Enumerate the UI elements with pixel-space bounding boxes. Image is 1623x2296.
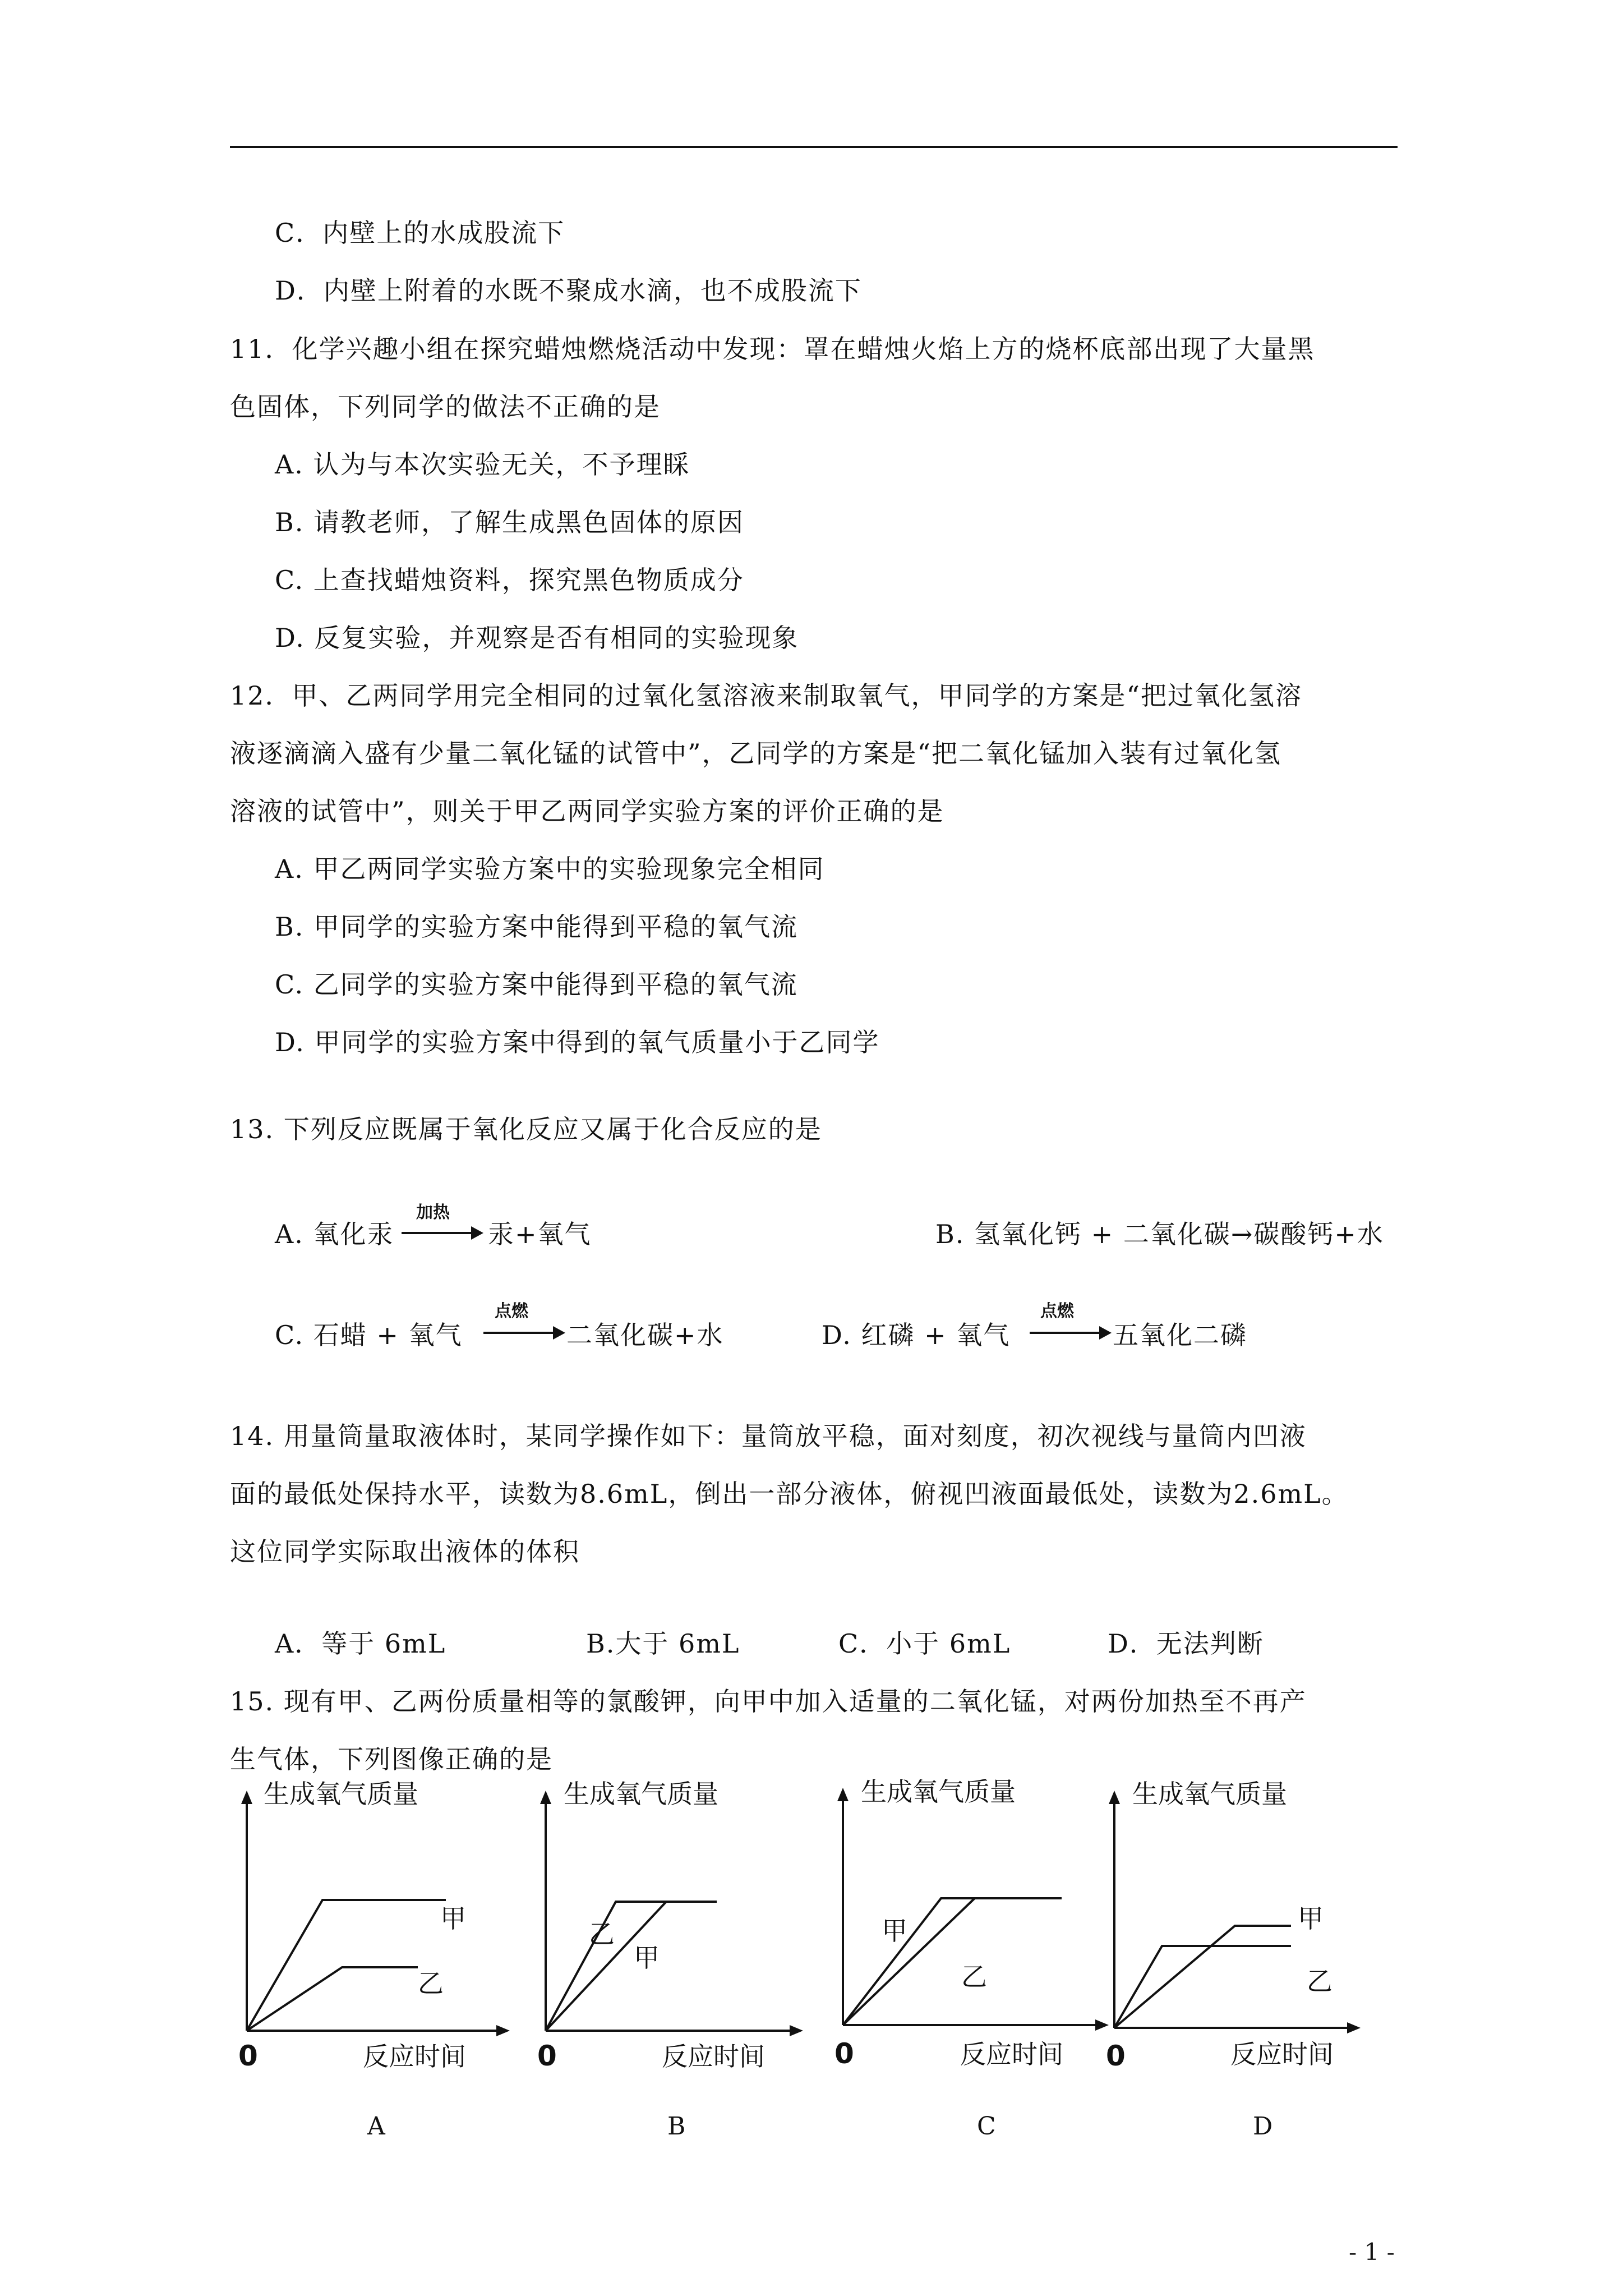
- q11-stem-line2: 色固体，下列同学的做法不正确的是: [230, 392, 661, 422]
- q13-option-c-product: 二氧化碳+水: [566, 1320, 724, 1350]
- q12-stem-line2: 液逐滴滴入盛有少量二氧化锰的试管中”，乙同学的方案是“把二氧化锰加入装有过氧化氢: [230, 738, 1282, 769]
- graph-c-yi-label: 乙: [961, 1962, 987, 1992]
- q11-option-a: A. 认为与本次实验无关，不予理睬: [275, 449, 690, 480]
- q12-stem-line3: 溶液的试管中”，则关于甲乙两同学实验方案的评价正确的是: [230, 796, 944, 826]
- q14-stem-line3: 这位同学实际取出液体的体积: [230, 1536, 580, 1567]
- q13-stem: 13. 下列反应既属于氧化反应又属于化合反应的是: [230, 1114, 822, 1144]
- q12-option-c: C. 乙同学的实验方案中能得到平稳的氧气流: [275, 969, 798, 1000]
- graph-c-jia-label: 甲: [882, 1916, 907, 1946]
- q10-option-c: C．内壁上的水成股流下: [275, 218, 565, 248]
- q13-option-a-arrow: [402, 1232, 480, 1234]
- q13-option-c-arrow: [483, 1332, 562, 1334]
- graph-a-ylabel: 生成氧气质量: [264, 1779, 418, 1809]
- graph-a-yi-label: 乙: [418, 1968, 444, 1999]
- graph-c: [834, 1767, 1126, 2171]
- graph-b-jia-label: 甲: [634, 1943, 660, 1973]
- q11-stem-line1: 11．化学兴趣小组在探究蜡烛燃烧活动中发现：罩在蜡烛火焰上方的烧杯底部出现了大量黑: [230, 334, 1315, 364]
- graph-c-xlabel: 反应时间: [960, 2039, 1063, 2069]
- graph-c-origin: 0: [834, 2037, 854, 2070]
- q13-option-c-reactant: C. 石蜡 + 氧气: [275, 1320, 463, 1350]
- header-rule: [230, 146, 1398, 148]
- q13-option-a-reactant: A. 氧化汞: [275, 1219, 394, 1249]
- q11-option-b: B. 请教老师，了解生成黑色固体的原因: [275, 507, 745, 537]
- curve-yi: [843, 1898, 975, 2025]
- q11-option-d: D. 反复实验，并观察是否有相同的实验现象: [275, 623, 799, 653]
- q14-option-a: A．等于 6mL: [275, 1628, 446, 1659]
- graph-d-caption: D: [1253, 2112, 1273, 2141]
- q14-option-b: B.大于 6mL: [586, 1628, 740, 1659]
- graph-a: [238, 1767, 519, 2171]
- q14-option-d: D．无法判断: [1108, 1628, 1264, 1659]
- curve-yi: [247, 1967, 418, 2031]
- graph-a-origin: 0: [238, 2040, 258, 2072]
- graph-c-ylabel: 生成氧气质量: [861, 1777, 1016, 1807]
- graph-d-origin: 0: [1106, 2040, 1126, 2072]
- q13-option-a-condition: 加热: [416, 1203, 450, 1222]
- curve-yi: [546, 1902, 717, 2031]
- curve-jia: [843, 1898, 1062, 2025]
- q13-option-d-condition: 点燃: [1040, 1301, 1074, 1321]
- q15-stem-line2: 生气体，下列图像正确的是: [230, 1744, 553, 1774]
- graph-b-origin: 0: [537, 2040, 557, 2072]
- graph-b-caption: B: [667, 2112, 686, 2141]
- graph-b: [537, 1767, 818, 2171]
- q12-option-b: B. 甲同学的实验方案中能得到平稳的氧气流: [275, 912, 799, 942]
- q13-option-d-product: 五氧化二磷: [1113, 1320, 1247, 1350]
- q12-stem-line1: 12．甲、乙两同学用完全相同的过氧化氢溶液来制取氧气，甲同学的方案是“把过氧化氢溶: [230, 680, 1303, 711]
- q15-stem-line1: 15. 现有甲、乙两份质量相等的氯酸钾，向甲中加入适量的二氧化锰，对两份加热至不再产: [230, 1686, 1307, 1717]
- graph-d-yi-label: 乙: [1307, 1966, 1332, 1996]
- q13-option-a-product: 汞+氧气: [488, 1219, 592, 1249]
- graph-d-ylabel: 生成氧气质量: [1132, 1779, 1287, 1809]
- q14-stem-line1: 14. 用量筒量取液体时，某同学操作如下：量筒放平稳，面对刻度，初次视线与量筒内凹液: [230, 1421, 1307, 1451]
- q12-option-a: A. 甲乙两同学实验方案中的实验现象完全相同: [275, 854, 825, 884]
- page-number: - 1 -: [1349, 2238, 1395, 2266]
- graph-a-xlabel: 反应时间: [363, 2041, 466, 2072]
- q12-option-d: D. 甲同学的实验方案中得到的氧气质量小于乙同学: [275, 1027, 880, 1057]
- graph-a-caption: A: [367, 2112, 385, 2141]
- graph-c-caption: C: [977, 2112, 996, 2141]
- q11-option-c: C. 上查找蜡烛资料，探究黑色物质成分: [275, 565, 744, 595]
- graph-b-xlabel: 反应时间: [662, 2041, 765, 2072]
- graph-d-jia-label: 甲: [1298, 1903, 1324, 1934]
- graph-b-yi-label: 乙: [589, 1919, 615, 1949]
- graph-a-jia-label: 甲: [440, 1903, 466, 1934]
- q13-option-d-reactant: D. 红磷 + 氧气: [822, 1320, 1011, 1350]
- q13-option-d-arrow: [1030, 1332, 1108, 1334]
- q13-option-c-condition: 点燃: [495, 1301, 528, 1321]
- graph-b-ylabel: 生成氧气质量: [564, 1779, 718, 1809]
- curve-jia: [1114, 1926, 1291, 2028]
- q10-option-d: D．内壁上附着的水既不聚成水滴，也不成股流下: [275, 275, 862, 306]
- graph-d: [1106, 1767, 1398, 2171]
- q14-stem-line2: 面的最低处保持水平，读数为8.6mL，倒出一部分液体，俯视凹液面最低处，读数为2.6mL。: [230, 1479, 1349, 1509]
- curve-yi: [1114, 1946, 1291, 2028]
- q13-option-b: B. 氢氧化钙 + 二氧化碳→碳酸钙+水: [935, 1219, 1384, 1249]
- q14-option-c: C．小于 6mL: [838, 1628, 1011, 1659]
- graph-d-xlabel: 反应时间: [1230, 2039, 1334, 2069]
